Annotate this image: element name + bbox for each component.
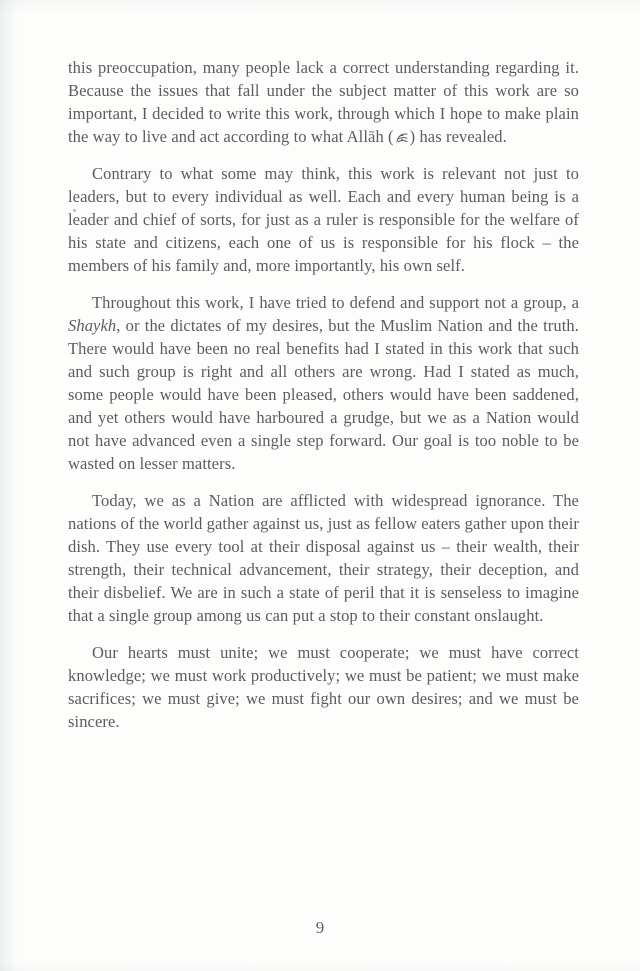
text-run: this preoccupation, many people lack a correct understanding regarding it. Because the issues that fall under the subject matter of this work are so important, I decided to write this work, through which I hope to make plain the way to live and act according to what Allāh ( [68, 58, 579, 146]
text-block [68, 56, 579, 747]
text-run: Our hearts must unite; we must cooperate; we must have correct knowledge; we must work productively; we must be patient; we must make sacrifices; we must give; we must fight our own desires; and we must be sincere. [68, 643, 579, 731]
paragraph [68, 641, 579, 733]
scan-artifact-dot [73, 209, 76, 212]
scan-edge-shadow-top [0, 0, 640, 14]
allah-honorific-icon [395, 131, 409, 144]
paragraph [68, 489, 579, 627]
scan-edge-shadow-bottom [0, 961, 640, 971]
text-run: ) has revealed. [409, 127, 507, 146]
text-run: Contrary to what some may think, this work is relevant not just to leaders, but to every individual as well. Each and every human being is a leader and chief of sorts, for just as a ruler is responsible for the welfare of his state and citizens, each one of us is responsible for his flock – the members of his family and, more importantly, his own self. [68, 164, 579, 275]
paragraph [68, 291, 579, 475]
page-number: 9 [315, 918, 325, 937]
paragraph [68, 162, 579, 277]
text-run: Throughout this work, I have tried to defend and support not a group, a [92, 293, 579, 312]
text-run: , or the dictates of my desires, but the Muslim Nation and the truth. There would have been no real benefits had I stated in this work that such and such group is right and all others are wrong. Had I stated as much, some people would have been pleased, others would have been saddened, and yet others would have harboured a grudge, but we as a Nation would not have advanced even a single step forward. Our goal is too noble to be wasted on lesser matters. [68, 316, 579, 473]
scan-edge-shadow-left [0, 0, 20, 971]
text-run: Today, we as a Nation are afflicted with widespread ignorance. The nations of the world gather against us, just as fellow eaters gather upon their dish. They use every tool at their disposal against us – their wealth, their strength, their technical advancement, their strategy, their deception, and their disbelief. We are in such a state of peril that it is senseless to imagine that a single group among us can put a stop to their constant onslaught. [68, 491, 580, 625]
paragraph [68, 56, 579, 148]
italic-text-run: Shaykh [68, 316, 117, 335]
